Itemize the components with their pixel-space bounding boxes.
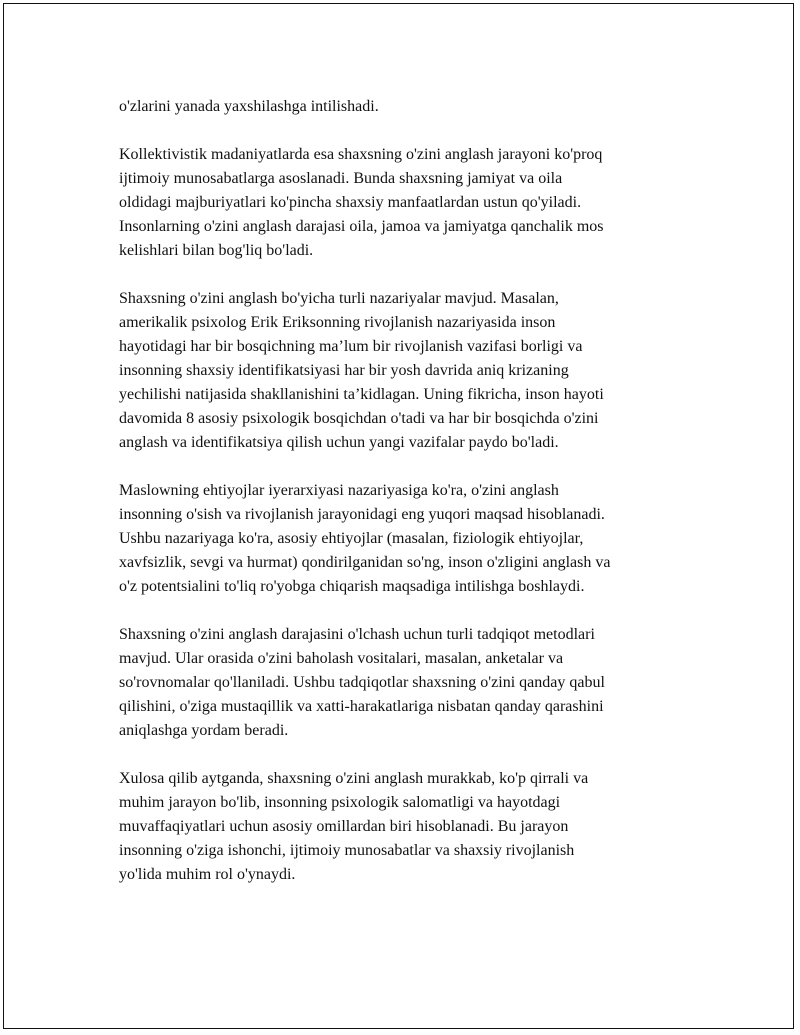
text-line: kelishlari bilan bog'liq bo'ladi. [119,242,314,259]
text-line: mavjud. Ular orasida o'zini baholash vositalari, masalan, anketalar va [119,650,564,667]
text-line: insonning o'sish va rivojlanish jarayonidagi eng yuqori maqsad hisoblanadi. [119,506,605,523]
text-line: o'zlarini yanada yaxshilashga intilishadi. [119,98,379,115]
paragraph [119,143,694,263]
paragraph [119,479,694,599]
text-line: davomida 8 asosiy psixologik bosqichdan o'tadi va har bir bosqichda o'zini [119,410,599,427]
text-line: Kollektivistik madaniyatlarda esa shaxsning o'zini anglash jarayoni ko'proq [119,146,603,163]
document-page [3,3,794,1029]
text-line: aniqlashga yordam beradi. [119,722,289,739]
text-line: amerikalik psixolog Erik Eriksonning rivojlanish nazariyasida inson [119,314,556,331]
text-line: yo'lida muhim rol o'ynaydi. [119,866,296,883]
text-line: insonning shaxsiy identifikatsiyasi har bir yosh davrida aniq krizaning [119,362,569,379]
text-line: xavfsizlik, sevgi va hurmat) qondirilganidan so'ng, inson o'zligini anglash va [119,554,611,571]
text-line: o'z potentsialini to'liq ro'yobga chiqarish maqsadiga intilishga boshlaydi. [119,578,585,595]
text-line: Ushbu nazariyaga ko'ra, asosiy ehtiyojlar (masalan, fiziologik ehtiyojlar, [119,530,584,547]
text-line: muvaffaqiyatlari uchun asosiy omillardan biri hisoblanadi. Bu jarayon [119,818,569,835]
text-line: Shaxsning o'zini anglash bo'yicha turli nazariyalar mavjud. Masalan, [119,290,559,307]
text-line: hayotidagi har bir bosqichning ma’lum bir rivojlanish vazifasi borligi va [119,338,583,355]
text-line: ijtimoiy munosabatlarga asoslanadi. Bunda shaxsning jamiyat va oila [119,170,563,187]
text-line: so'rovnomalar qo'llaniladi. Ushbu tadqiqotlar shaxsning o'zini qanday qabul [119,674,605,691]
text-line: Shaxsning o'zini anglash darajasini o'lchash uchun turli tadqiqot metodlari [119,626,595,643]
text-line: yechilishi natijasida shakllanishini ta’kidlagan. Uning fikricha, inson hayoti [119,386,604,403]
text-line: Insonlarning o'zini anglash darajasi oila, jamoa va jamiyatga qanchalik mos [119,218,604,235]
paragraph [119,767,694,887]
text-line: insonning o'ziga ishonchi, ijtimoiy munosabatlar va shaxsiy rivojlanish [119,842,575,859]
paragraph [119,95,694,119]
text-line: muhim jarayon bo'lib, insonning psixologik salomatligi va hayotdagi [119,794,561,811]
text-line: Xulosa qilib aytganda, shaxsning o'zini anglash murakkab, ko'p qirrali va [119,770,589,787]
text-line: oldidagi majburiyatlari ko'pincha shaxsiy manfaatlardan ustun qo'yiladi. [119,194,582,211]
paragraph [119,623,694,743]
text-line: anglash va identifikatsiya qilish uchun yangi vazifalar paydo bo'ladi. [119,434,559,451]
document-body [119,95,694,911]
text-line: qilishini, o'ziga mustaqillik va xatti-harakatlariga nisbatan qanday qarashini [119,698,604,715]
text-line: Maslowning ehtiyojlar iyerarxiyasi nazariyasiga ko'ra, o'zini anglash [119,482,559,499]
paragraph [119,287,694,455]
